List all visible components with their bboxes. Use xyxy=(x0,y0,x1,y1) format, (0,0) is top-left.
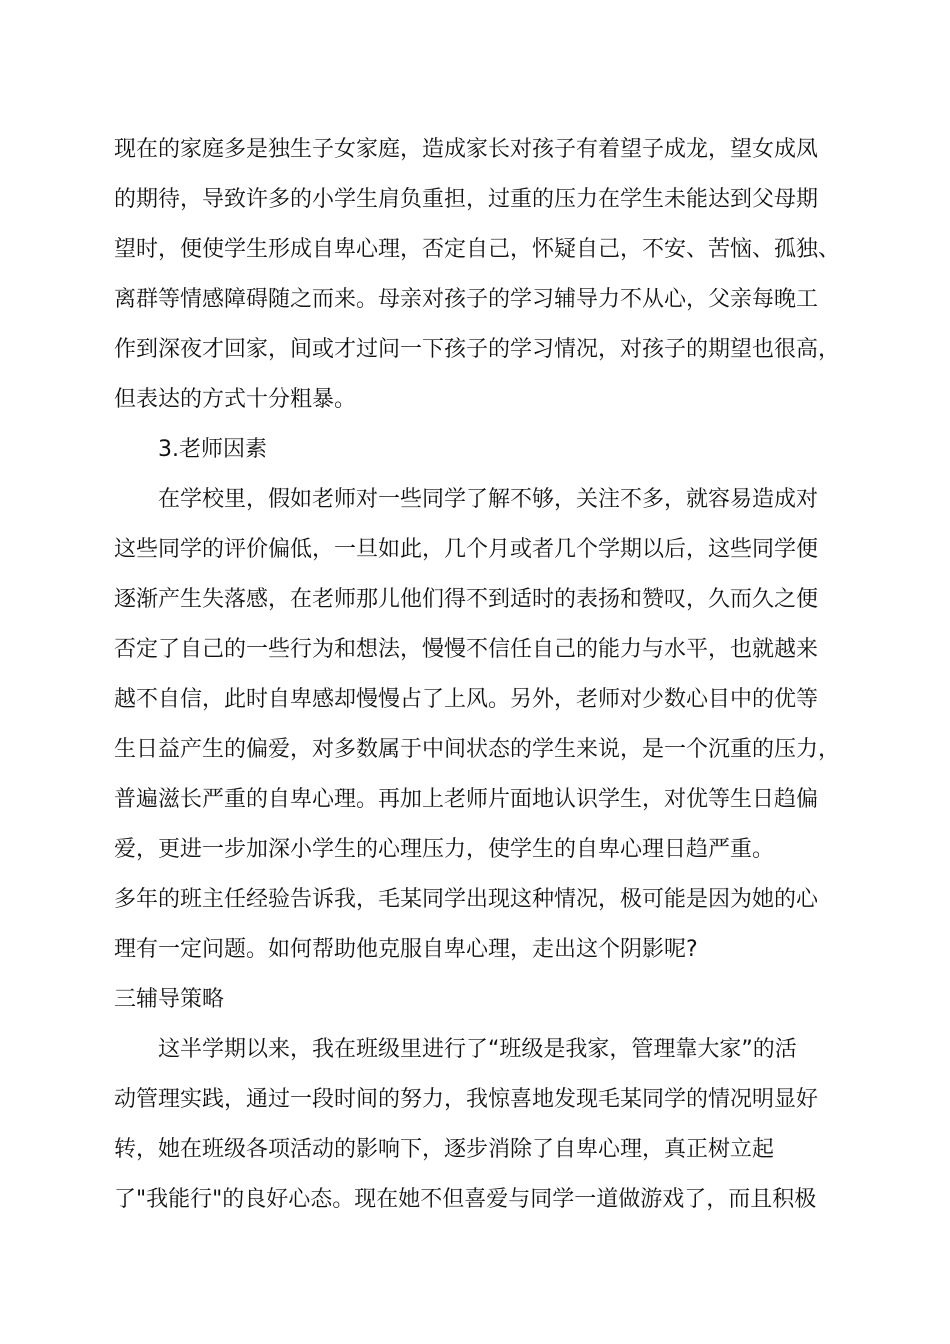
paragraph-line: 多年的班主任经验告诉我，毛某同学出现这种情况，极可能是因为她的心 xyxy=(114,887,819,912)
paragraph-line: 逐渐产生失落感，在老师那儿他们得不到适时的表扬和赞叹，久而久之便 xyxy=(114,587,819,612)
paragraph-line: 动管理实践，通过一段时间的努力，我惊喜地发现毛某同学的情况明显好 xyxy=(114,1087,819,1112)
paragraph-line: 否定了自己的一些行为和想法，慢慢不信任自己的能力与水平，也就越来 xyxy=(114,637,819,662)
paragraph-line: 在学校里，假如老师对一些同学了解不够，关注不多，就容易造成对 xyxy=(158,487,819,512)
paragraph-line: 理有一定问题。如何帮助他克服自卑心理，走出这个阴影呢? xyxy=(114,937,698,962)
paragraph-line: 的期待，导致许多的小学生肩负重担，过重的压力在学生未能达到父母期 xyxy=(114,187,819,212)
paragraph-line: 离群等情感障碍随之而来。母亲对孩子的学习辅导力不从心，父亲每晚工 xyxy=(114,287,819,312)
section-heading: 3.老师因素 xyxy=(158,437,267,462)
paragraph-line: 生日益产生的偏爱，对多数属于中间状态的学生来说，是一个沉重的压力， xyxy=(114,737,841,762)
paragraph-line: 普遍滋长严重的自卑心理。再加上老师片面地认识学生，对优等生日趋偏 xyxy=(114,787,819,812)
paragraph-line: 望时，便使学生形成自卑心理，否定自己，怀疑自己，不安、苦恼、孤独、 xyxy=(114,237,841,262)
paragraph-line: 作到深夜才回家，间或才过问一下孩子的学习情况，对孩子的期望也很高， xyxy=(114,337,841,362)
paragraph-line: 这些同学的评价偏低，一旦如此，几个月或者几个学期以后，这些同学便 xyxy=(114,537,819,562)
paragraph-line: 这半学期以来，我在班级里进行了“班级是我家，管理靠大家”的活 xyxy=(158,1037,797,1062)
paragraph-line: 越不自信，此时自卑感却慢慢占了上风。另外，老师对少数心目中的优等 xyxy=(114,687,819,712)
paragraph-line: 现在的家庭多是独生子女家庭，造成家长对孩子有着望子成龙，望女成凤 xyxy=(114,137,819,162)
paragraph-line: 了"我能行"的良好心态。现在她不但喜爱与同学一道做游戏了，而且积极 xyxy=(114,1187,817,1212)
paragraph-line: 爱，更进一步加深小学生的心理压力，使学生的自卑心理日趋严重。 xyxy=(114,837,775,862)
paragraph-line: 但表达的方式十分粗暴。 xyxy=(114,387,357,412)
section-heading: 三辅导策略 xyxy=(114,987,225,1012)
paragraph-line: 转，她在班级各项活动的影响下，逐步消除了自卑心理，真正树立起 xyxy=(114,1137,775,1162)
